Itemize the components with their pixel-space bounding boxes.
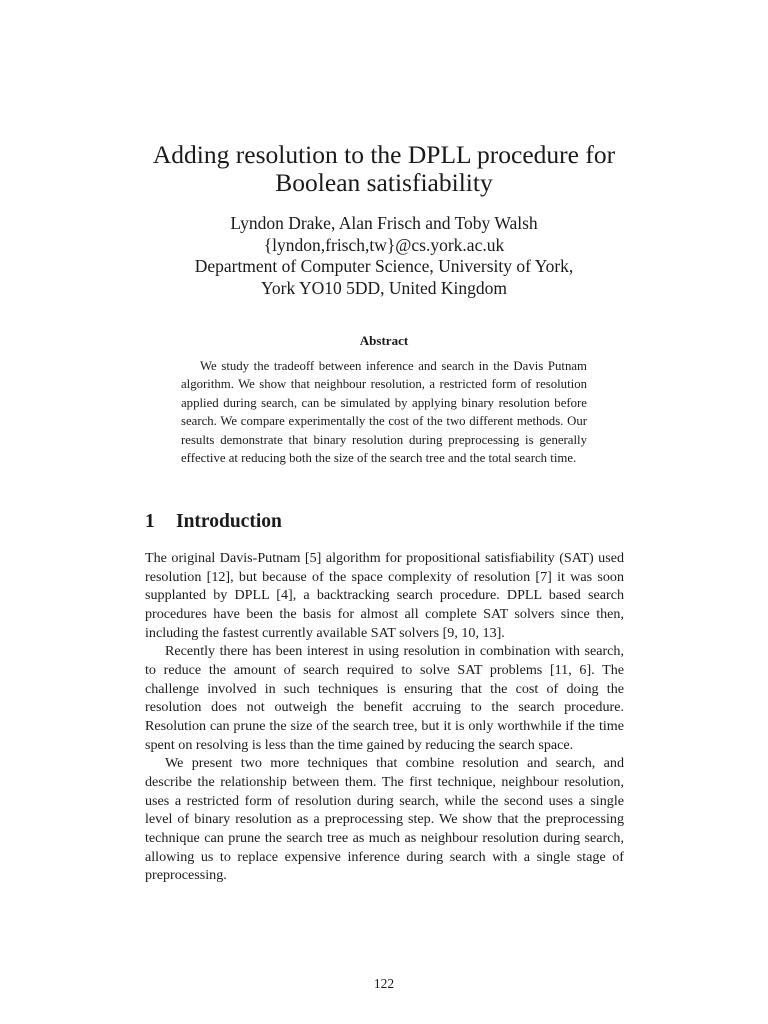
paper-title-line-1: Adding resolution to the DPLL procedure for [152, 140, 616, 169]
body-paragraph-2: Recently there has been interest in using resolution in combination with search, to reduce the amount of search required to solve SAT problems [11, 6]. The challenge involved in such techniques is ensuring that the cost of doing the resolution does not outweigh the benefit accruing to the search procedure. Resolution can prune the size of the search tree, but it is only worthwhile if the time spent on resolving is less than the time gained by reducing the search space. [145, 643, 624, 753]
abstract-heading: Abstract [359, 333, 409, 348]
body-paragraph-3: We present two more techniques that combine resolution and search, and describe the relationship between them. The first technique, neighbour resolution, uses a restricted form of resolution during search, while the second uses a single level of binary resolution as a preprocessing step. We show that the preprocessing technique can prune the search tree as much as neighbour resolution during search, allowing us to replace expensive inference during search with a single stage of preprocessing. [145, 755, 624, 884]
body-paragraph-1: The original Davis-Putnam [5] algorithm for propositional satisfiability (SAT) used resolution [12], but because of the space complexity of resolution [7] it was soon supplanted by DPLL [4], a backtracking search procedure. DPLL based search procedures have been the basis for almost all complete SAT solvers since then, including the fastest currently available SAT solvers [9, 10, 13]. [145, 550, 624, 641]
section-title: Introduction [176, 511, 282, 532]
author-email: {lyndon,frisch,tw}@cs.york.ac.uk [263, 234, 505, 255]
abstract-body [181, 357, 587, 467]
section-heading [145, 511, 282, 533]
affiliation-line-2: York YO10 5DD, United Kingdom [261, 277, 507, 298]
section-body [145, 549, 624, 885]
abstract-text: We study the tradeoff between inference and search in the Davis Putnam algorithm. We show that neighbour resolution, a restricted form of resolution applied during search, can be simulated by applying binary resolution before search. We compare experimentally the cost of the two different methods. Our results demonstrate that binary resolution during preprocessing is generally effective at reducing both the size of the search tree and the total search time. [181, 359, 587, 466]
page-number: 122 [373, 976, 395, 991]
affiliation-line-1: Department of Computer Science, University of York, [194, 256, 574, 276]
author-names: Lyndon Drake, Alan Frisch and Toby Walsh [230, 213, 538, 233]
paper-title-line-2: Boolean satisfiability [275, 168, 493, 197]
paper-title [0, 141, 768, 197]
author-block [0, 213, 768, 299]
section-number: 1 [145, 511, 155, 532]
